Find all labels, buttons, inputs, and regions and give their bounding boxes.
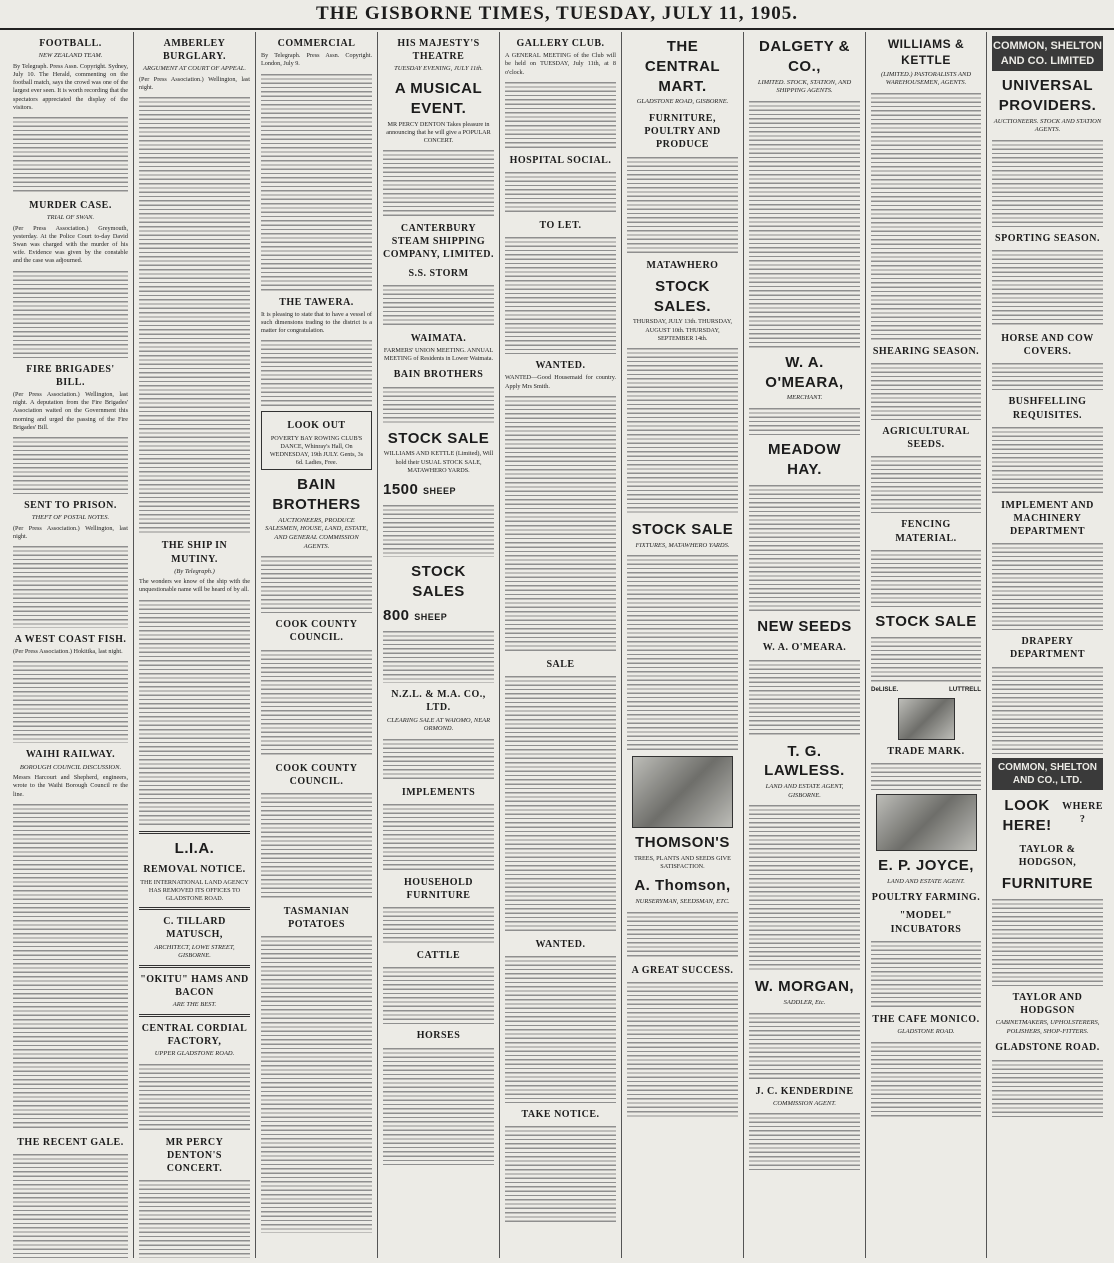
subheadline: BOROUGH COUNCIL DISCUSSION. xyxy=(19,763,122,771)
headline: L.I.A. xyxy=(174,839,215,857)
headline: COMMON, SHELTON AND CO. LIMITED xyxy=(992,36,1103,71)
headline: STOCK SALES xyxy=(411,562,466,600)
headline: CATTLE xyxy=(416,950,461,962)
headline: FURNITURE xyxy=(1001,875,1094,892)
article-text: The wonders we know of the ship with the unquestionable name will be heard of by all. xyxy=(139,578,250,594)
headline: GALLERY CLUB. xyxy=(516,38,605,49)
headline: HORSE AND COW COVERS. xyxy=(1001,332,1094,358)
headline: THE SHIP IN MUTINY. xyxy=(161,540,228,565)
headline: A WEST COAST FISH. xyxy=(14,634,127,646)
headline: "OKITU" HAMS AND BACON xyxy=(140,973,249,998)
headline: STOCK SALE xyxy=(387,429,490,447)
subheadline: CLEARING SALE AT WAIOMO, NEAR ORMOND. xyxy=(386,716,491,733)
article-text: (Per Press Association.) Wellington, last night. xyxy=(139,75,250,92)
article-text: It is pleasing to state that to have a vessel of such dimensions trading to the district is a matter for congratulation. xyxy=(261,310,372,335)
article-text: (Per Press Association.) Greymouth, yesterday. At the Police Court to-day David Swan was charged with the murder of his wife. Evidence was given by the constable and the case was adjourned. xyxy=(13,224,128,265)
subheadline: (By Telegraph.) xyxy=(174,567,215,575)
subheadline: AUCTIONEERS, PRODUCE SALESMEN, HOUSE, LAND, ESTATE, AND GENERAL COMMISSION AGENTS. xyxy=(265,516,368,550)
article-text: WANTED—Good Housemaid for country. Apply Mrs Smith. xyxy=(505,374,616,390)
headline: WAIMATA. xyxy=(410,332,467,344)
subheadline: GLADSTONE ROAD. xyxy=(897,1028,955,1036)
headline: T. G. LAWLESS. xyxy=(764,742,845,780)
headline: SPORTING SEASON. xyxy=(995,232,1100,244)
headline: MEADOW HAY. xyxy=(768,440,841,478)
article-text: (Per Press Association.) Wellington, last night. xyxy=(13,524,128,540)
headline: FIRE BRIGADES' BILL. xyxy=(26,363,115,388)
brand-delisle: DeLISLE. xyxy=(871,685,899,693)
column-4 xyxy=(378,32,500,1258)
column-5 xyxy=(500,32,622,1258)
headline: STOCK SALES. xyxy=(653,277,712,315)
trade-mark-emblem xyxy=(898,698,955,740)
article-text: By Telegraph. Press Assn. Copyright. London, July 9. xyxy=(261,52,372,68)
subheadline: LAND AND ESTATE AGENT, GISBORNE. xyxy=(765,783,844,799)
headline: CANTERBURY STEAM SHIPPING COMPANY, LIMITED. xyxy=(383,223,495,261)
subheadline: SADDLER, Etc. xyxy=(783,999,826,1007)
headline: "MODEL" INCUBATORS xyxy=(890,910,962,935)
headline: REMOVAL NOTICE. xyxy=(143,864,246,876)
article-text: THURSDAY, JULY 13th. THURSDAY, AUGUST 10th. THURSDAY, SEPTEMBER 14th. xyxy=(632,318,733,342)
headline: A. Thomson, xyxy=(634,877,731,895)
subheadline: ARGUMENT AT COURT OF APPEAL. xyxy=(143,65,246,73)
column-6 xyxy=(622,32,744,1258)
column-7 xyxy=(744,32,866,1258)
lot-number: 1500 SHEEP xyxy=(383,480,457,498)
headline: MR PERCY DENTON'S CONCERT. xyxy=(165,1136,224,1175)
headline: BAIN BROTHERS xyxy=(393,369,484,381)
headline: GLADSTONE ROAD. xyxy=(995,1042,1100,1054)
subheadline: NURSERYMAN, SEEDSMAN, ETC. xyxy=(635,898,730,906)
article-text: By Telegraph. Press Assn. Copyright. Sydney, July 10. The Herald, commenting on the football match, says the crowd was one of the largest ever seen. It is worth recording that the spectators appreciated the display of the visitors. xyxy=(13,62,128,111)
column-1 xyxy=(8,32,134,1258)
headline: W. A. O'MEARA. xyxy=(762,642,847,654)
look-here-row xyxy=(992,794,1103,838)
house-illustration xyxy=(876,794,977,851)
notice-text: POVERTY BAY ROWING CLUB'S DANCE, Whinray's Hall, On WEDNESDAY, 19th JULY. Gents, 3s 6d. Ladies, Free. xyxy=(269,434,364,467)
headline: W. MORGAN, xyxy=(754,978,855,996)
column-2 xyxy=(134,32,256,1258)
subheadline: TRIAL OF SWAN. xyxy=(46,214,95,222)
article-text: Messrs Harcourt and Shepherd, engineers, wrote to the Waihi Borough Council re the line. xyxy=(13,774,128,798)
subheadline: MERCHANT. xyxy=(786,394,823,402)
headline: WANTED. xyxy=(535,938,586,950)
headline: FURNITURE, POULTRY AND PRODUCE xyxy=(644,112,721,151)
headline: TASMANIAN POTATOES xyxy=(283,905,350,931)
article-text: (Per Press Association.) Hokitika, last night. xyxy=(13,648,123,656)
headline: COOK COUNTY COUNCIL. xyxy=(275,762,358,787)
headline: STOCK SALE xyxy=(875,612,977,630)
article-text: (Per Press Association.) Wellington, last night. A deputation from the Fire Brigades' Association waited on the Government this morning and urged the passing of the Fire Brigades' Bill. xyxy=(13,390,128,431)
headline: FENCING MATERIAL. xyxy=(895,519,957,544)
notice-text: THE INTERNATIONAL LAND AGENCY HAS REMOVED ITS OFFICES TO GLADSTONE ROAD. xyxy=(140,878,249,903)
headline: J. C. KENDERDINE xyxy=(755,1085,854,1097)
subheadline: ARCHITECT, LOWE STREET, GISBORNE. xyxy=(154,943,235,960)
subheadline: COMMISSION AGENT. xyxy=(773,1099,836,1107)
headline: WILLIAMS & KETTLE xyxy=(887,37,965,67)
subheadline: AUCTIONEERS. STOCK AND STATION AGENTS. xyxy=(993,117,1102,134)
subheadline: TUESDAY EVENING, JULY 11th. xyxy=(394,65,483,73)
subheadline: CABINETMAKERS, UPHOLSTERERS, POLISHERS, SHOP-FITTERS. xyxy=(995,1019,1100,1035)
headline: CENTRAL CORDIAL FACTORY, xyxy=(141,1022,248,1047)
headline: LOOK OUT xyxy=(287,420,346,432)
headline: UNIVERSAL PROVIDERS. xyxy=(998,77,1097,114)
headline: S.S. STORM xyxy=(408,267,469,279)
headline: IMPLEMENT AND MACHINERY DEPARTMENT xyxy=(1001,499,1094,538)
headline: TO LET. xyxy=(539,219,582,231)
lot-number: 800 SHEEP xyxy=(383,607,448,625)
article-text: TREES, PLANTS AND SEEDS GIVE SATISFACTION. xyxy=(634,855,731,871)
headline: A MUSICAL EVENT. xyxy=(394,79,483,117)
headline: LOOK HERE! xyxy=(1002,797,1052,834)
headline: BAIN BROTHERS xyxy=(272,476,361,514)
headline: BUSHFELLING REQUISITES. xyxy=(1008,396,1087,421)
article-text: A GENERAL MEETING of the Club will be held on TUESDAY, July 11th, at 8 o'clock. xyxy=(505,52,616,76)
subheadline: UPPER GLADSTONE ROAD. xyxy=(154,1050,235,1058)
subheadline: (LIMITED.) PASTORALISTS AND WAREHOUSEMEN, AGENTS. xyxy=(880,70,972,87)
headline: MURDER CASE. xyxy=(29,199,112,211)
headline: HIS MAJESTY'S THEATRE xyxy=(397,38,480,63)
headline: TRADE MARK. xyxy=(887,745,965,757)
headline: TAYLOR AND HODGSON xyxy=(1012,991,1083,1016)
trade-mark-row xyxy=(871,686,981,694)
headline: TAKE NOTICE. xyxy=(521,1109,600,1121)
headline: STOCK SALE xyxy=(631,520,734,538)
headline: IMPLEMENTS xyxy=(401,786,476,798)
headline: WHERE ? xyxy=(1062,801,1103,826)
article-text: WILLIAMS AND KETTLE (Limited), Will hold their USUAL STOCK SALE, MATAWHERO YARDS. xyxy=(383,450,494,474)
subheadline: GLADSTONE ROAD, GISBORNE. xyxy=(636,98,729,106)
headline: TAYLOR & HODGSON, xyxy=(1018,843,1077,868)
headline: HOSPITAL SOCIAL. xyxy=(509,154,612,166)
headline: THE CAFE MONICO. xyxy=(872,1013,980,1025)
headline: THOMSON'S xyxy=(635,834,730,852)
headline: DALGETY & CO., xyxy=(759,38,850,75)
headline: C. TILLARD MATUSCH, xyxy=(163,916,226,941)
headline: WAIHI RAILWAY. xyxy=(25,749,116,761)
headline: FOOTBALL. xyxy=(39,38,102,49)
headline: SENT TO PRISON. xyxy=(24,499,117,511)
headline: THE CENTRAL MART. xyxy=(644,38,721,95)
headline: HOUSEHOLD FURNITURE xyxy=(404,876,473,902)
subheadline: FIXTURES, MATAWHERO YARDS. xyxy=(635,541,730,549)
headline: THE TAWERA. xyxy=(279,296,354,308)
newspaper-page xyxy=(8,32,1108,1258)
subheadline: LIMITED. STOCK, STATION, AND SHIPPING AGENTS. xyxy=(757,78,852,95)
headline: COMMERCIAL xyxy=(277,38,356,49)
column-9 xyxy=(987,32,1108,1258)
headline: A GREAT SUCCESS. xyxy=(631,964,734,976)
article-text: MR PERCY DENTON Takes pleasure in announcing that he will give a POPULAR CONCERT. xyxy=(386,120,491,144)
headline: SALE xyxy=(546,658,575,670)
subheadline: NEW ZEALAND TEAM. xyxy=(38,52,103,60)
column-8 xyxy=(866,32,987,1258)
subheadline: LAND AND ESTATE AGENT. xyxy=(887,877,965,885)
headline: SHEARING SEASON. xyxy=(872,345,980,357)
headline: THE RECENT GALE. xyxy=(17,1136,124,1148)
headline: COMMON, SHELTON AND CO., LTD. xyxy=(992,758,1103,790)
headline: POULTRY FARMING. xyxy=(871,892,981,904)
headline: COOK COUNTY COUNCIL. xyxy=(275,619,358,644)
headline: MATAWHERO xyxy=(646,259,719,271)
subheadline: ARE THE BEST. xyxy=(172,1001,217,1009)
headline: DRAPERY DEPARTMENT xyxy=(1009,636,1086,661)
headline: WANTED. xyxy=(535,360,586,372)
seed-advertisement-illustration xyxy=(632,756,734,828)
subheadline: THEFT OF POSTAL NOTES. xyxy=(31,514,110,522)
article-text: FARMERS' UNION MEETING. ANNUAL MEETING of Residents in Lower Waimata. xyxy=(383,347,494,363)
headline: AGRICULTURAL SEEDS. xyxy=(882,426,970,451)
brand-luttrell: LUTTRELL xyxy=(949,685,981,693)
headline: E. P. JOYCE, xyxy=(878,856,974,874)
headline: HORSES xyxy=(416,1030,461,1042)
column-3 xyxy=(256,32,378,1258)
headline: NEW SEEDS xyxy=(757,617,852,635)
headline: AMBERLEY BURGLARY. xyxy=(163,38,226,63)
headline: N.Z.L. & M.A. CO., LTD. xyxy=(391,689,486,714)
masthead: THE GISBORNE TIMES, TUESDAY, JULY 11, 1905. xyxy=(0,0,1114,30)
headline: W. A. O'MEARA, xyxy=(765,353,844,391)
